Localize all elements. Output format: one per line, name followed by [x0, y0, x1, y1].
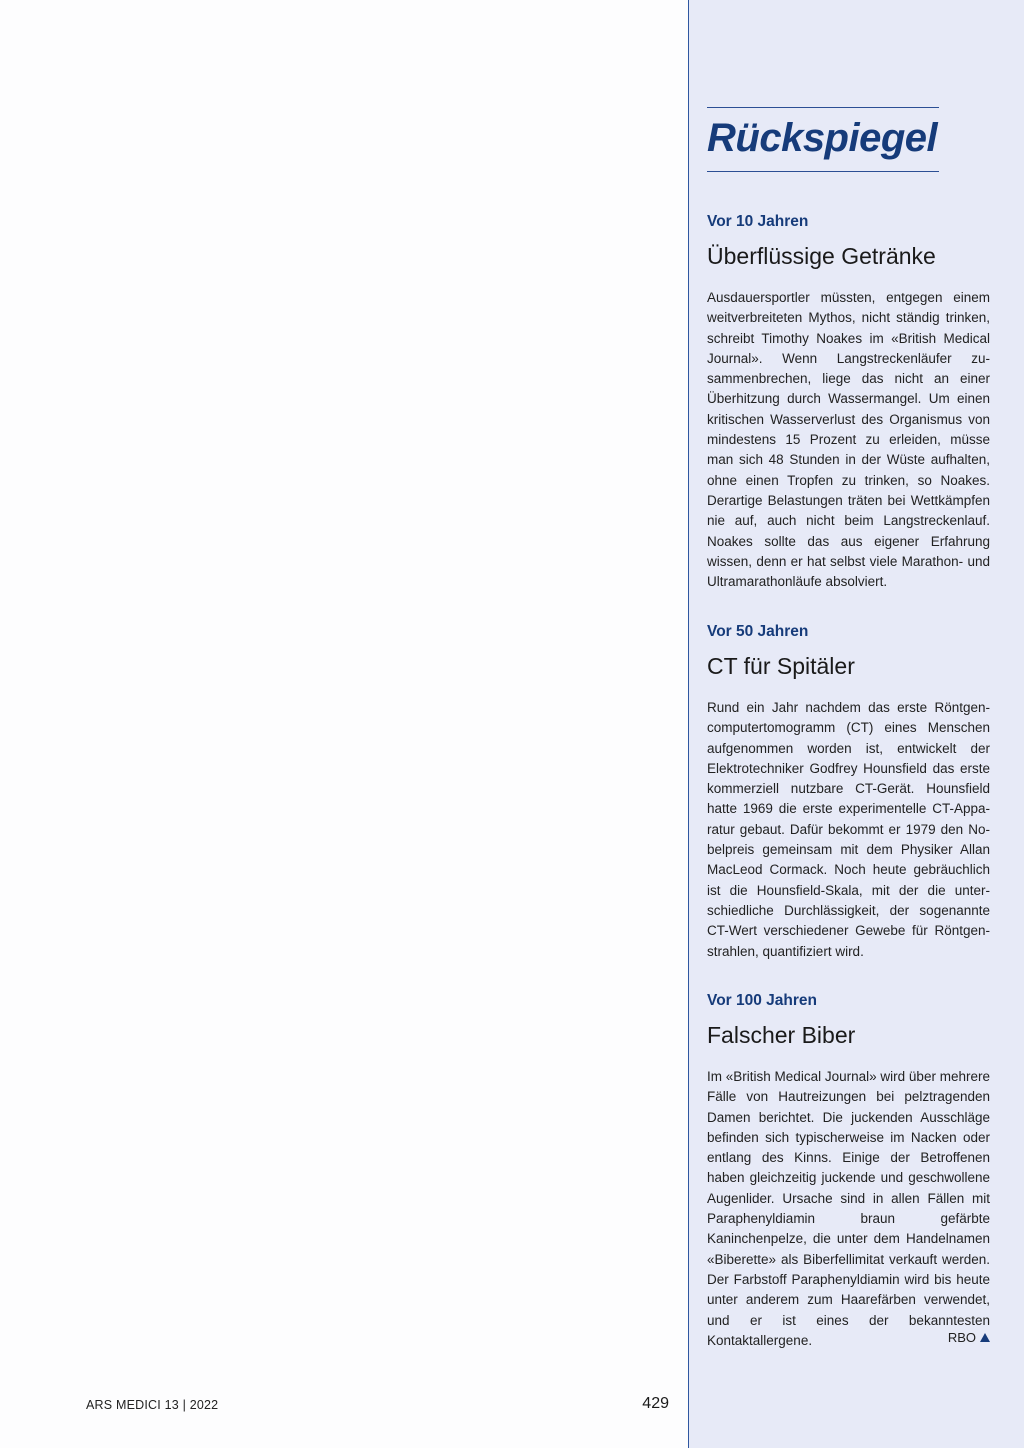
footer-page-number: 429	[642, 1395, 669, 1412]
masthead-top-rule	[707, 107, 939, 108]
footer-journal-issue: ARS MEDICI 13 | 2022	[86, 1398, 219, 1412]
masthead-bottom-rule	[707, 171, 939, 172]
section-body: Ausdauersportler müssten, entgegen einem weitverbreiteten Mythos, nicht ständig trinken, schreibt Timothy Noakes im «British Medical Journal». Wenn Langstreckenläufer zusammenbrechen, liege das nicht an einer Überhitzung durch Wassermangel. Um einen kritischen Wasserverlust des Organismus von mindestens 15 Prozent zu erleiden, müsse man sich 48 Stunden in der Wüste aufhalten, ohne einen Tropfen zu trinken, so Noakes. Derartige Belastungen träten bei Wettkämpfen nie auf, auch nicht beim Langstreckenlauf. Noakes sollte das aus eigener Erfahrung wissen, denn er hat selbst viele Marathon- und Ultramarathonläufe absolviert.	[707, 290, 990, 590]
section-headline: Falscher Biber	[707, 1022, 856, 1048]
section-kicker: Vor 100 Jahren	[707, 992, 817, 1009]
article-section-2	[707, 622, 990, 962]
section-body: Rund ein Jahr nachdem das erste Röntgencomputertomogramm (CT) eines Menschen aufgenommen worden ist, entwickelt der Elektrotechniker Godfrey Hounsfield das erste kommerziell nutzbare CT-Gerät. Hounsfield hatte 1969 die erste experimentelle CT-Apparatur gebaut. Dafür bekommt er 1979 den Nobelpreis gemeinsam mit dem Physiker Allan MacLeod Cormack. Noch heute gebräuchlich ist die Hounsfield-Skala, mit der die unterschiedliche Durchlässigkeit, der sogenannte CT-Wert verschiedener Gewebe für Röntgenstrahlen, quantifiziert wird.	[707, 700, 990, 959]
section-headline: Überflüssige Getränke	[707, 243, 936, 269]
section-headline: CT für Spitäler	[707, 653, 855, 679]
triangle-up-icon	[980, 1333, 990, 1342]
sidebar-title: Rückspiegel	[707, 116, 938, 160]
section-kicker: Vor 10 Jahren	[707, 213, 809, 230]
section-kicker: Vor 50 Jahren	[707, 623, 809, 640]
article-section-1	[707, 212, 990, 592]
signature-text: RBO	[947, 1330, 976, 1345]
author-signature	[707, 1328, 990, 1348]
article-section-3	[707, 991, 990, 1351]
section-body: Im «British Medical Journal» wird über mehrere Fälle von Hautreizungen bei pelztragenden Damen berichtet. Die juckenden Ausschläge befinden sich typischerweise im Nacken oder entlang des Kinns. Einige der Betroffenen haben gleichzeitig juckende und geschwollene Augenlider. Ursache sind in allen Fällen mit Paraphenyldiamin braun gefärbte Kaninchenpelze, die unter dem Handelnamen «Biberette» als Biberfellimitat verkauft werden. Der Farbstoff Paraphenyldiamin wird bis heute unter anderem zum Haarefärben verwendet, und er ist eines der bekanntesten Kontaktallergene.	[707, 1069, 990, 1348]
